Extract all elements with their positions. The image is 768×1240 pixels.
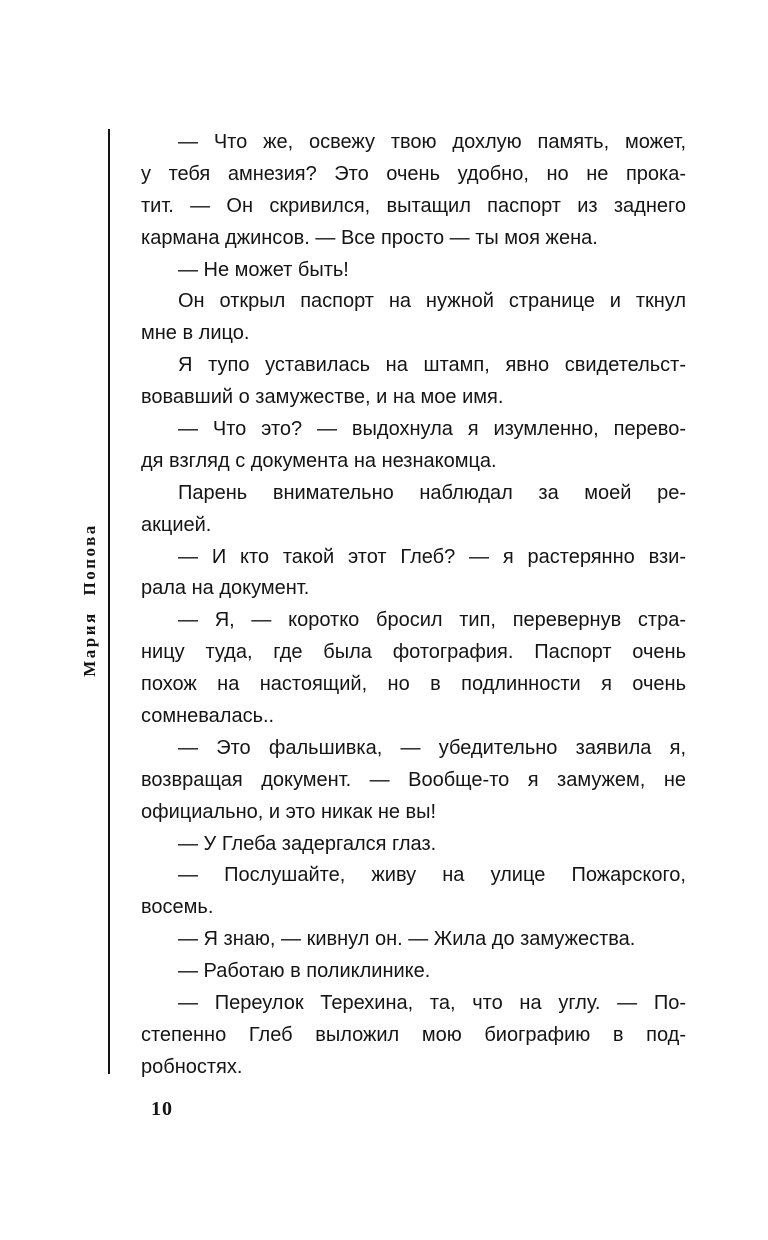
text-line: — Я знаю, — кивнул он. — Жила до замужества.: [178, 928, 636, 951]
text-line: кармана джинсов. — Все просто — ты моя жена.: [141, 226, 598, 249]
text-line: — Послушайте, живу на улице Пожарского,: [178, 864, 686, 887]
text-line: — Я, — коротко бросил тип, перевернув стра-: [178, 609, 686, 632]
vertical-rule: [108, 129, 110, 1074]
text-line: — Что же, освежу твою дохлую память, может,: [178, 131, 686, 153]
text-line: тит. — Он скривился, вытащил паспорт из заднего: [141, 194, 686, 217]
text-line: рала на документ.: [141, 577, 310, 600]
text-line: акцией.: [141, 513, 212, 536]
text-line: похож на настоящий, но в подлинности я очень: [141, 673, 686, 696]
text-line: вовавший о замужестве, и на мое имя.: [141, 386, 504, 409]
text-line: сомневалась..: [141, 705, 275, 728]
text-line: восемь.: [141, 896, 214, 919]
text-line: дя взгляд с документа на незнакомца.: [141, 449, 497, 472]
text-line: степенно Глеб выложил мою биографию в под-: [141, 1023, 686, 1046]
text-line: — И кто такой этот Глеб? — я растерянно взи-: [178, 545, 686, 568]
text-line: возвращая документ. — Вообще-то я замужем, не: [141, 768, 686, 791]
text-line: робностях.: [141, 1055, 243, 1078]
text-line: — Работаю в поликлинике.: [178, 960, 431, 983]
text-line: Парень внимательно наблюдал за моей ре-: [178, 481, 686, 504]
text-line: мне в лицо.: [141, 322, 250, 345]
text-line: Я тупо уставилась на штамп, явно свидетельст-: [178, 354, 686, 377]
text-line: — Это фальшивка, — убедительно заявила я,: [178, 736, 686, 759]
text-line: официально, и это никак не вы!: [141, 800, 437, 823]
text-line: Он открыл паспорт на нужной странице и ткнул: [178, 290, 686, 313]
author-vertical-label: Мария Попова: [80, 523, 99, 677]
text-line: — У Глеба задергался глаз.: [178, 832, 437, 855]
text-line: — Не может быть!: [178, 258, 349, 281]
page-number: 10: [151, 1098, 173, 1120]
text-line: — Что это? — выдохнула я изумленно, перево-: [178, 418, 686, 441]
text-line: у тебя амнезия? Это очень удобно, но не прока-: [141, 162, 686, 185]
text-line: ницу туда, где была фотография. Паспорт очень: [141, 641, 686, 664]
text-line: — Переулок Терехина, та, что на углу. — По-: [178, 992, 686, 1015]
page-text: [141, 127, 686, 1084]
